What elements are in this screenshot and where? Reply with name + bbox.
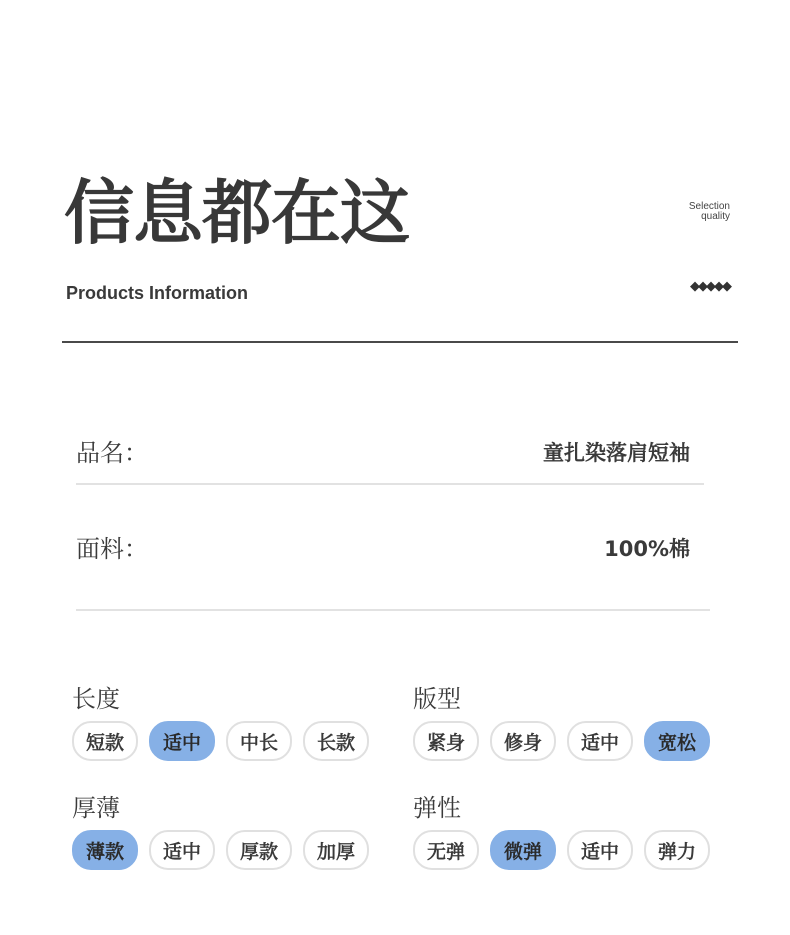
group-label: 弹性 — [413, 794, 461, 822]
option-pill: 长款 — [303, 721, 369, 761]
info-row-fabric — [76, 529, 690, 569]
option-pill: 无弹 — [413, 830, 479, 870]
attribute-group-thickness — [72, 792, 372, 870]
option-pills — [413, 830, 713, 870]
tag-line-selection: Selection — [688, 201, 730, 212]
group-label: 长度 — [72, 685, 120, 713]
info-label: 品名： — [76, 439, 148, 467]
option-pill: 适中 — [567, 721, 633, 761]
option-pill: 修身 — [490, 721, 556, 761]
group-label: 厚薄 — [72, 794, 120, 822]
option-pill: 短款 — [72, 721, 138, 761]
attribute-group-elasticity — [413, 792, 713, 870]
option-pill-selected: 微弹 — [490, 830, 556, 870]
tag-line-quality: quality — [701, 211, 730, 222]
row-separator — [76, 609, 710, 611]
header-divider — [62, 341, 738, 343]
option-pill-selected: 适中 — [149, 721, 215, 761]
info-value: 100%棉 — [604, 537, 690, 561]
page-subtitle: Products Information — [66, 283, 249, 303]
option-pill: 弹力 — [644, 830, 710, 870]
option-pill: 中长 — [226, 721, 292, 761]
info-value: 童扎染落肩短袖 — [543, 441, 690, 465]
selection-quality-tag — [689, 202, 730, 222]
option-pill: 厚款 — [226, 830, 292, 870]
option-pills — [72, 830, 372, 870]
attribute-group-fit — [413, 683, 713, 761]
option-pill-selected: 薄款 — [72, 830, 138, 870]
option-pill: 紧身 — [413, 721, 479, 761]
option-pill: 适中 — [149, 830, 215, 870]
option-pills — [72, 721, 372, 761]
option-pills — [413, 721, 713, 761]
option-pill: 适中 — [567, 830, 633, 870]
group-label: 版型 — [413, 685, 461, 713]
option-pill: 加厚 — [303, 830, 369, 870]
info-row-product-name — [76, 433, 690, 473]
info-label: 面料： — [76, 535, 148, 563]
option-pill-selected: 宽松 — [644, 721, 710, 761]
row-separator — [76, 483, 704, 485]
page-title: 信息都在这 — [64, 172, 409, 254]
diamond-ornament: ◆◆◆◆◆ — [690, 279, 730, 294]
attribute-group-length — [72, 683, 372, 761]
